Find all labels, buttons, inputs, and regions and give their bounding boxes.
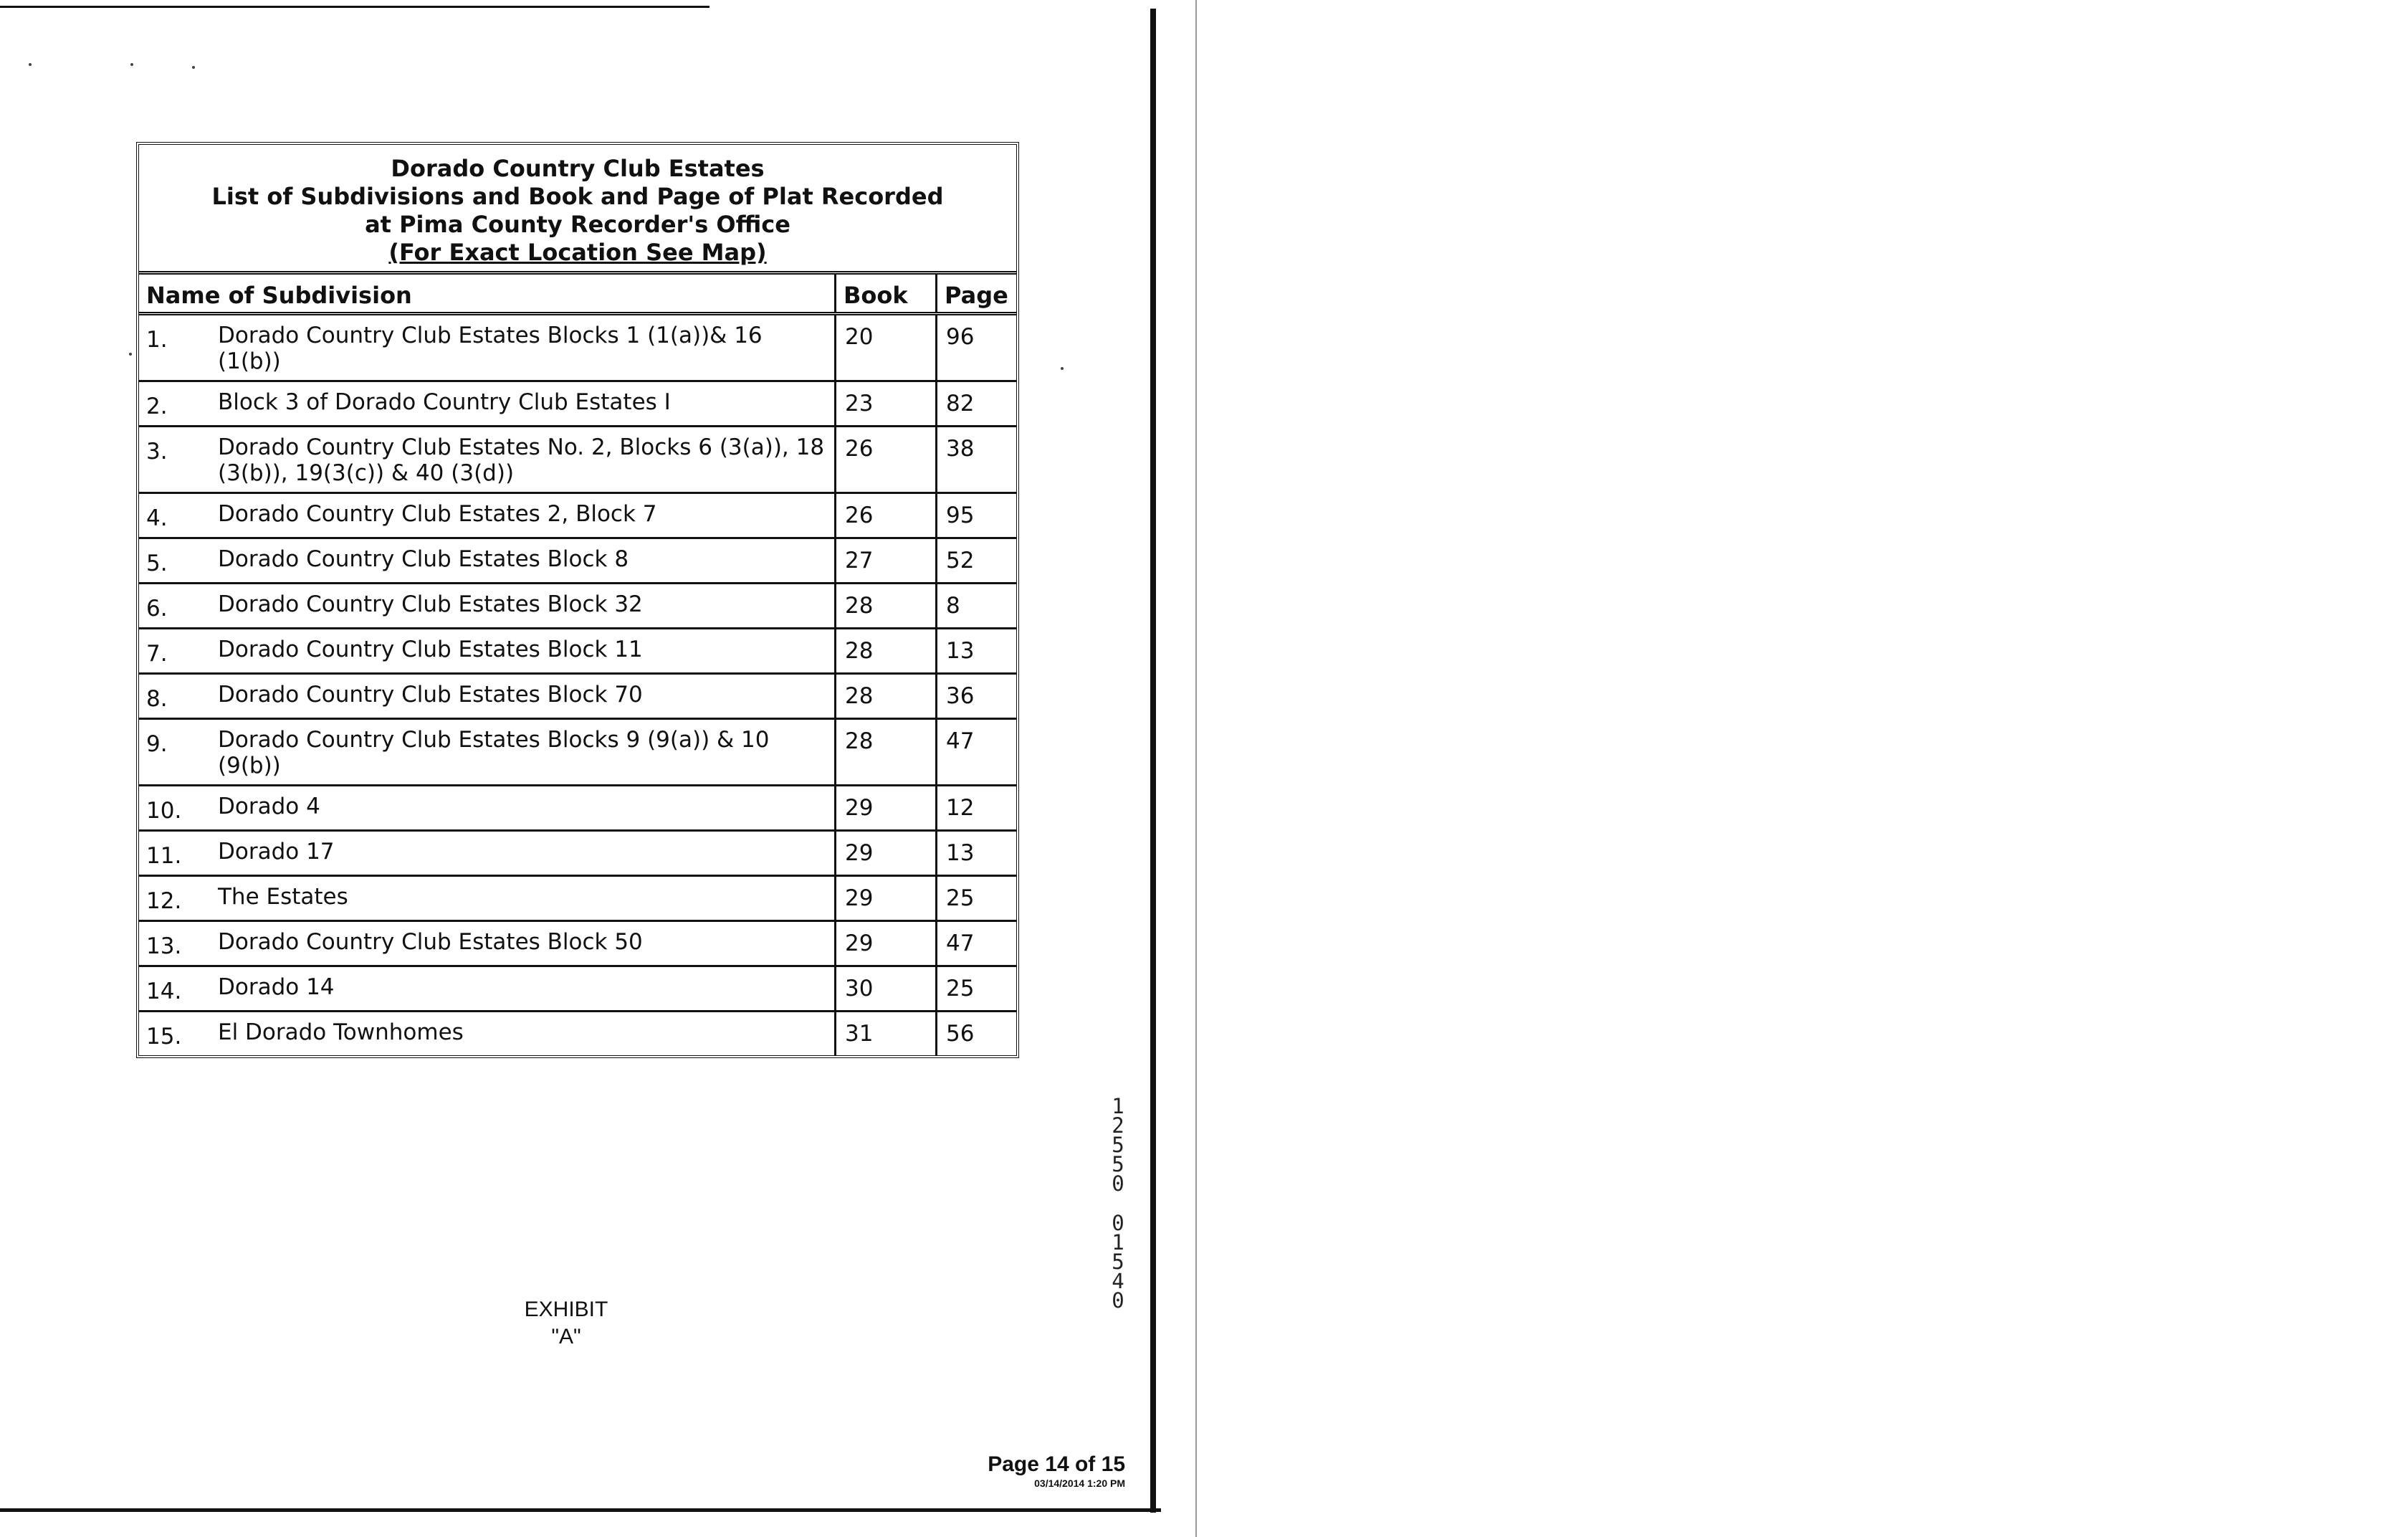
title-line-4: (For Exact Location See Map): [388, 239, 767, 266]
book-cell: [836, 831, 937, 876]
subdivision-cell: [139, 584, 836, 629]
row-number: 8.: [146, 686, 168, 712]
page-value: 82: [946, 391, 975, 417]
subdivision-cell: [139, 427, 836, 493]
table-body: [139, 314, 1016, 1056]
subdivision-cell: [139, 966, 836, 1012]
book-cell: [836, 629, 937, 674]
scan-speck: [192, 66, 195, 69]
row-number: 10.: [146, 798, 182, 824]
row-number: 5.: [146, 551, 168, 576]
page-value: 96: [946, 324, 975, 350]
page-value: 47: [946, 728, 975, 754]
row-number: 13.: [146, 933, 182, 959]
table-row: [139, 629, 1016, 674]
page-cell: [937, 538, 1017, 584]
column-header-page: Page: [937, 275, 1017, 314]
subdivision-cell: [139, 381, 836, 427]
page-cell: [937, 427, 1017, 493]
recording-number-part-2: 0 1 5 4 0: [1112, 1211, 1124, 1313]
book-value: 29: [845, 885, 874, 911]
scan-speck: [130, 63, 133, 66]
book-cell: [836, 876, 937, 921]
subdivision-name: Dorado 4: [218, 794, 320, 819]
row-number: 6.: [146, 596, 168, 622]
book-value: 30: [845, 976, 874, 1001]
subdivision-cell: [139, 538, 836, 584]
book-value: 29: [845, 931, 874, 956]
table-row: [139, 674, 1016, 719]
column-header-name: Name of Subdivision: [139, 275, 836, 314]
subdivision-name: Dorado Country Club Estates Block 11: [218, 637, 643, 662]
subdivision-cell: [139, 674, 836, 719]
subdivision-table: [139, 275, 1016, 1055]
subdivision-name: Dorado Country Club Estates Block 50: [218, 929, 643, 955]
subdivision-table-frame: [136, 142, 1019, 1058]
page-cell: [937, 629, 1017, 674]
scan-speck: [129, 353, 132, 356]
book-cell: [836, 427, 937, 493]
row-number: 11.: [146, 843, 182, 869]
row-number: 14.: [146, 979, 182, 1004]
subdivision-name: Dorado Country Club Estates Blocks 9 (9(a)) & 10 (9(b)): [218, 727, 770, 779]
page-value: 8: [946, 593, 960, 619]
book-value: 29: [845, 795, 874, 821]
book-value: 20: [845, 324, 874, 350]
table-row: [139, 314, 1016, 381]
subdivision-name: Dorado Country Club Estates Block 70: [218, 682, 643, 708]
page-footer: [988, 1452, 1125, 1490]
exhibit-line-2: "A": [551, 1325, 581, 1348]
row-number: 9.: [146, 731, 168, 757]
book-value: 28: [845, 728, 874, 754]
page-value: 47: [946, 931, 975, 956]
book-value: 23: [845, 391, 874, 417]
row-number: 1.: [146, 327, 168, 353]
page-value: 25: [946, 976, 975, 1001]
book-cell: [836, 1012, 937, 1056]
page-cell: [937, 1012, 1017, 1056]
table-row: [139, 786, 1016, 831]
subdivision-cell: [139, 629, 836, 674]
subdivision-name: Dorado Country Club Estates 2, Block 7: [218, 501, 657, 527]
page-value: 13: [946, 840, 975, 866]
page-cell: [937, 719, 1017, 786]
title-line-3: at Pima County Recorder's Office: [365, 211, 790, 238]
scan-bottom-rule: [0, 1508, 1161, 1512]
subdivision-name: Dorado Country Club Estates Block 8: [218, 546, 629, 572]
exhibit-line-1: EXHIBIT: [524, 1298, 608, 1321]
title-line-1: Dorado Country Club Estates: [391, 155, 765, 182]
page-number: Page 14 of 15: [988, 1452, 1125, 1476]
exhibit-label: [459, 1296, 674, 1351]
page-value: 13: [946, 638, 975, 664]
table-row: [139, 584, 1016, 629]
book-value: 31: [845, 1021, 874, 1047]
scan-speck: [29, 63, 32, 66]
page-cell: [937, 921, 1017, 966]
book-cell: [836, 966, 937, 1012]
subdivision-cell: [139, 493, 836, 538]
subdivision-cell: [139, 921, 836, 966]
subdivision-cell: [139, 314, 836, 381]
column-header-book: Book: [836, 275, 937, 314]
book-value: 28: [845, 683, 874, 709]
page-value: 36: [946, 683, 975, 709]
row-number: 3.: [146, 439, 168, 465]
row-number: 4.: [146, 505, 168, 531]
table-row: [139, 719, 1016, 786]
book-value: 26: [845, 503, 874, 528]
subdivision-name: The Estates: [218, 884, 348, 910]
recording-number-part-1: 1 2 5 5 0: [1112, 1094, 1124, 1196]
table-row: [139, 538, 1016, 584]
book-cell: [836, 381, 937, 427]
table-row: [139, 1012, 1016, 1056]
page-cell: [937, 831, 1017, 876]
book-value: 27: [845, 548, 874, 574]
book-cell: [836, 786, 937, 831]
table-row: [139, 831, 1016, 876]
subdivision-name: Block 3 of Dorado Country Club Estates I: [218, 389, 671, 415]
book-cell: [836, 584, 937, 629]
page-value: 12: [946, 795, 975, 821]
book-cell: [836, 921, 937, 966]
subdivision-name: Dorado Country Club Estates Blocks 1 (1(a))& 16 (1(b)): [218, 323, 763, 374]
table-row: [139, 876, 1016, 921]
subdivision-name: Dorado 17: [218, 839, 335, 865]
book-cell: [836, 719, 937, 786]
page-cell: [937, 966, 1017, 1012]
scan-speck: [1061, 367, 1064, 370]
subdivision-name: El Dorado Townhomes: [218, 1019, 464, 1045]
subdivision-name: Dorado Country Club Estates Block 32: [218, 591, 643, 617]
page-cell: [937, 493, 1017, 538]
print-timestamp: 03/14/2014 1:20 PM: [1034, 1477, 1125, 1489]
title-line-2: List of Subdivisions and Book and Page of Plat Recorded: [211, 183, 944, 210]
book-value: 28: [845, 638, 874, 664]
recording-number: [1107, 1094, 1129, 1313]
table-row: [139, 381, 1016, 427]
row-number: 2.: [146, 394, 168, 419]
table-header-row: [139, 275, 1016, 314]
subdivision-cell: [139, 1012, 836, 1056]
book-cell: [836, 674, 937, 719]
scan-top-rule: [0, 6, 710, 8]
subdivision-cell: [139, 876, 836, 921]
page-cell: [937, 314, 1017, 381]
table-row: [139, 427, 1016, 493]
page-cell: [937, 786, 1017, 831]
table-row: [139, 966, 1016, 1012]
scan-divider: [1195, 0, 1197, 1537]
book-cell: [836, 493, 937, 538]
row-number: 15.: [146, 1024, 182, 1050]
subdivision-cell: [139, 719, 836, 786]
page-cell: [937, 381, 1017, 427]
book-cell: [836, 314, 937, 381]
page-value: 25: [946, 885, 975, 911]
subdivision-name: Dorado 14: [218, 974, 335, 1000]
book-value: 26: [845, 436, 874, 462]
book-value: 28: [845, 593, 874, 619]
scan-page-right-edge: [1150, 9, 1156, 1513]
row-number: 7.: [146, 641, 168, 667]
page-cell: [937, 584, 1017, 629]
book-cell: [836, 538, 937, 584]
subdivision-cell: [139, 786, 836, 831]
book-value: 29: [845, 840, 874, 866]
page-cell: [937, 674, 1017, 719]
page-value: 95: [946, 503, 975, 528]
page-value: 38: [946, 436, 975, 462]
page-cell: [937, 876, 1017, 921]
subdivision-cell: [139, 831, 836, 876]
page-value: 52: [946, 548, 975, 574]
subdivision-name: Dorado Country Club Estates No. 2, Blocks 6 (3(a)), 18 (3(b)), 19(3(c)) & 40 (3(d)): [218, 434, 825, 486]
page-value: 56: [946, 1021, 975, 1047]
row-number: 12.: [146, 888, 182, 914]
table-row: [139, 921, 1016, 966]
table-title-block: [139, 145, 1016, 275]
table-row: [139, 493, 1016, 538]
